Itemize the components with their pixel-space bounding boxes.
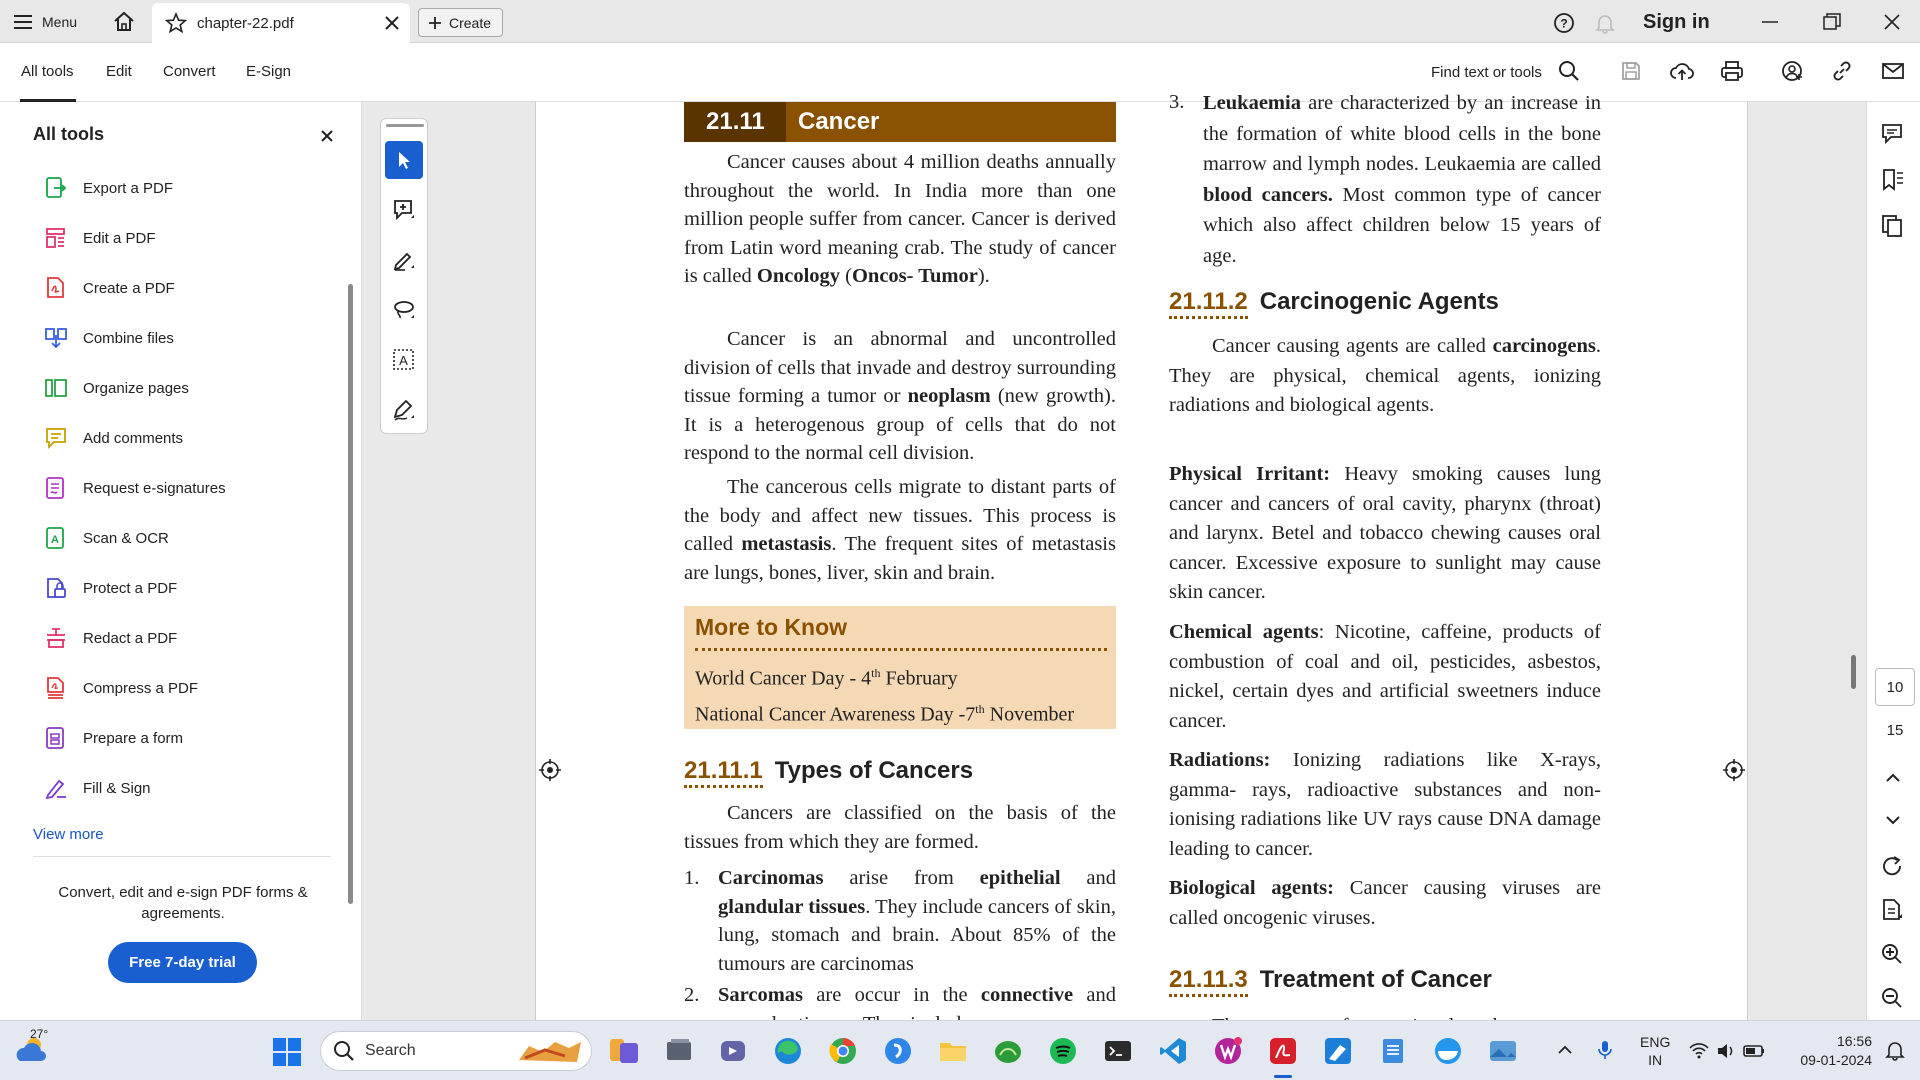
edit-pdf-icon <box>44 226 68 250</box>
svg-text:?: ? <box>1560 16 1568 31</box>
view-more-link[interactable]: View more <box>33 826 104 843</box>
tab-all-tools[interactable]: All tools <box>21 63 74 80</box>
help-icon[interactable] <box>1553 12 1575 34</box>
chevron-up-icon[interactable] <box>1556 1041 1574 1059</box>
chrome-browser-icon[interactable] <box>827 1035 859 1067</box>
drag-handle[interactable] <box>386 124 424 127</box>
tool-item-redact-pdf[interactable] <box>44 623 334 653</box>
vscode-icon[interactable] <box>1157 1035 1189 1067</box>
weather-app-icon[interactable] <box>882 1035 914 1067</box>
microphone-icon[interactable] <box>1596 1039 1614 1061</box>
text-box-icon <box>392 348 416 372</box>
menu-label: Menu <box>42 14 78 30</box>
paragraph-cancer-definition: Cancer is an abnormal and uncontrolled division of cells that invade and destroy surrounding tissue forming a tumor or neoplasm (new growth). It is a heterogenous group of cells that do not respond to the normal cell division. <box>684 328 1116 464</box>
tab-convert[interactable]: Convert <box>163 63 216 80</box>
document-scrollbar[interactable] <box>1851 655 1856 689</box>
tool-label: Request e-signatures <box>83 479 226 497</box>
find-text-or-tools[interactable]: Find text or tools <box>1431 64 1542 81</box>
input-language[interactable]: ENG IN <box>1640 1034 1671 1068</box>
tool-label: Organize pages <box>83 379 189 397</box>
highlight-tool[interactable] <box>385 241 423 279</box>
comments-panel-icon[interactable] <box>1880 122 1906 146</box>
docker-icon[interactable] <box>1432 1035 1464 1067</box>
spotify-icon[interactable] <box>1047 1035 1079 1067</box>
page-number-input[interactable]: 10 <box>1875 668 1915 706</box>
subheading-number: 21.11.1 <box>684 757 763 788</box>
page-thumbnails-icon[interactable] <box>1880 214 1906 238</box>
paragraph-biological-agents: Biological agents: Cancer causing viruses are called oncogenic viruses. <box>1169 877 1601 929</box>
clock[interactable] <box>1790 1032 1872 1070</box>
divider <box>33 856 331 857</box>
section-title: Cancer <box>798 108 880 135</box>
minimize-icon[interactable] <box>1760 12 1780 32</box>
photos-app-icon[interactable] <box>1487 1035 1519 1067</box>
tool-label: Export a PDF <box>83 179 174 197</box>
signature-pen-icon <box>392 398 416 422</box>
organize-pages-icon <box>44 376 68 400</box>
tool-item-prepare-form[interactable] <box>44 723 334 753</box>
tool-item-organize-pages[interactable] <box>44 373 334 403</box>
date: 09-01-2024 <box>1800 1052 1872 1068</box>
paragraph-types-intro: Cancers are classified on the basis of the tissues from which they are formed. <box>684 802 1116 853</box>
active-app-indicator <box>1274 1075 1292 1078</box>
tab-title: chapter-22.pdf <box>197 14 294 32</box>
tab-esign[interactable]: E-Sign <box>246 63 292 80</box>
quick-tools-bar <box>380 118 428 434</box>
panel-scrollbar[interactable] <box>348 284 353 904</box>
crosshair-icon <box>1722 758 1746 782</box>
home-icon <box>112 10 136 32</box>
tool-item-edit-pdf[interactable] <box>44 223 334 253</box>
dotted-divider <box>695 648 1107 651</box>
subheading-treatment-of-cancer <box>1169 966 1492 997</box>
export-pdf-icon <box>44 176 68 200</box>
document-tab[interactable] <box>152 3 410 43</box>
tool-label: Redact a PDF <box>83 629 178 647</box>
temperature: 27° <box>30 1027 49 1041</box>
acrobat-app-icon[interactable] <box>1267 1035 1299 1067</box>
teams-app-icon[interactable] <box>717 1035 749 1067</box>
more-to-know-title: More to Know <box>695 614 848 640</box>
more-line-national-awareness-day: National Cancer Awareness Day -7th November <box>695 702 1075 726</box>
compress-pdf-icon <box>44 676 68 700</box>
paragraph-chemical-agents: Chemical agents: Nicotine, caffeine, products of combustion of coal and oil, pesticides, asbestos, nickel, certain dyes and artificial sweetners induce cancer. <box>1169 621 1601 732</box>
create-button[interactable] <box>418 8 503 37</box>
search-icon <box>333 1040 355 1062</box>
windows-start-icon[interactable] <box>272 1037 302 1067</box>
more-to-know-box <box>684 606 1116 729</box>
zoom-in-icon[interactable] <box>1880 942 1906 966</box>
share-user-icon[interactable] <box>1781 60 1805 82</box>
fill-sign-icon <box>44 776 68 800</box>
tool-label: Prepare a form <box>83 729 184 747</box>
rotate-icon[interactable] <box>1880 854 1906 878</box>
right-rail <box>1866 102 1920 1020</box>
section-number: 21.11 <box>684 102 786 142</box>
pen-app-icon[interactable] <box>1212 1035 1244 1067</box>
add-comment-icon <box>392 198 416 222</box>
list-item-carcinomas: 1. Carcinomas arise from epithelial and glandular tissues. They include cancers of skin, lung, stomach and brain. About 85% of the tumours are carcinomas <box>684 867 1116 975</box>
notepad-icon[interactable] <box>1377 1035 1409 1067</box>
tool-label: Add comments <box>83 429 184 447</box>
combine-files-icon <box>44 326 68 350</box>
list-item-leukaemia: 3. Leukaemia are characterized by an increase in the formation of white blood cells in the bone marrow and lymph nodes. Leukaemia are called blood cancers. Most common type of cancer which also affect children below 15 years of age. <box>1169 91 1602 267</box>
tool-item-combine-files[interactable] <box>44 323 334 353</box>
tab-edit[interactable]: Edit <box>106 63 132 80</box>
pen-icon <box>392 248 416 272</box>
tool-item-create-pdf[interactable] <box>44 273 334 303</box>
draw-tool[interactable] <box>385 291 423 329</box>
create-label: Create <box>449 14 492 31</box>
close-tab-icon[interactable] <box>384 15 400 31</box>
tool-label: Edit a PDF <box>83 229 156 247</box>
save-icon[interactable] <box>1620 60 1642 82</box>
terminal-icon[interactable] <box>1102 1035 1134 1067</box>
scan-ocr-icon <box>44 526 68 550</box>
search-placeholder: Search <box>365 1042 416 1059</box>
document-properties-icon[interactable] <box>1880 898 1906 922</box>
subheading-title: Types of Cancers <box>774 757 974 784</box>
menu-button[interactable] <box>14 10 77 34</box>
text-tool[interactable] <box>385 341 423 379</box>
svg-text:A: A <box>51 534 59 546</box>
paragraph-radiations: Radiations: Ionizing radiations like X-rays, gamma- rays, radioactive substances and non-ionising radiations like UV rays cause DNA damage leading to cancer. <box>1169 749 1601 860</box>
tool-label: Compress a PDF <box>83 679 199 697</box>
pdf-page <box>535 91 1748 1020</box>
bookmarks-icon[interactable] <box>1880 168 1906 192</box>
subheading-number: 21.11.3 <box>1169 966 1248 997</box>
restore-icon[interactable] <box>1822 12 1842 32</box>
paragraph-metastasis: The cancerous cells migrate to distant parts of the body and affect new tissues. This process is called metastasis. The frequent sites of metastasis are lungs, bones, liver, skin and brain. <box>684 476 1116 584</box>
previous-page-icon[interactable] <box>1880 768 1906 788</box>
android-studio-icon[interactable] <box>992 1035 1024 1067</box>
hamburger-icon <box>14 15 32 29</box>
paragraph-carcinogens: Cancer causing agents are called carcinogens. They are physical, chemical agents, ionizing radiations and biological agents. <box>1169 335 1601 416</box>
add-comments-icon <box>44 426 68 450</box>
home-button[interactable] <box>112 10 138 34</box>
file-explorer-icon[interactable] <box>937 1035 969 1067</box>
promo-text: Convert, edit and e-sign PDF forms & agreements. <box>58 884 308 922</box>
tool-item-protect-pdf[interactable] <box>44 573 334 603</box>
subheading-types-of-cancers <box>684 757 973 788</box>
free-trial-button[interactable]: Free 7-day trial <box>108 942 257 983</box>
wifi-volume-battery-icon[interactable] <box>1688 1041 1768 1061</box>
all-tools-panel <box>0 102 362 1020</box>
lasso-icon <box>392 298 416 322</box>
windows-taskbar <box>0 1020 1920 1080</box>
tool-item-add-comments[interactable] <box>44 423 334 453</box>
widgets-app-icon[interactable] <box>608 1035 640 1067</box>
sign-in-link[interactable]: Sign in <box>1643 11 1710 33</box>
list-item-sarcomas: 2. Sarcomas are occur in the connective and <box>684 984 1116 1006</box>
email-icon[interactable] <box>1881 60 1905 82</box>
print-icon[interactable] <box>1720 60 1744 82</box>
page-total: 15 <box>1886 722 1904 739</box>
notification-bell-icon[interactable] <box>1594 12 1616 34</box>
select-tool[interactable] <box>385 141 423 179</box>
tool-item-export-pdf[interactable] <box>44 173 334 203</box>
next-page-icon[interactable] <box>1880 810 1906 830</box>
subheading-number: 21.11.2 <box>1169 288 1248 319</box>
tool-item-scan-ocr[interactable] <box>44 523 334 553</box>
tool-label: Fill & Sign <box>83 779 151 797</box>
tool-label: Protect a PDF <box>83 579 178 597</box>
request-esign-icon <box>44 476 68 500</box>
zoom-out-icon[interactable] <box>1880 986 1906 1010</box>
tool-label: Scan & OCR <box>83 529 169 547</box>
cursor-icon <box>393 149 415 171</box>
tool-item-compress-pdf[interactable] <box>44 673 334 703</box>
close-panel-icon[interactable] <box>320 129 334 143</box>
star-icon[interactable] <box>165 12 187 34</box>
title-bar <box>0 0 1920 43</box>
edge-browser-icon[interactable] <box>772 1035 804 1067</box>
time: 16:56 <box>1836 1033 1872 1049</box>
subheading-title: Treatment of Cancer <box>1259 966 1492 993</box>
subheading-carcinogenic-agents <box>1169 288 1499 319</box>
tool-label: Combine files <box>83 329 174 347</box>
panel-title: All tools <box>33 124 104 144</box>
comment-tool[interactable] <box>385 191 423 229</box>
paragraph-physical-irritant: Physical Irritant: Heavy smoking causes lung cancer and cancers of oral cavity, pharynx (throat) and larynx. Betel and tobacco chewing causes oral cancer. Excessive exposure to sunlight may cause skin cancer. <box>1169 463 1601 603</box>
upload-cloud-icon[interactable] <box>1670 60 1694 82</box>
task-view-icon[interactable] <box>663 1035 695 1067</box>
svg-text:A: A <box>399 353 408 368</box>
tool-label: Create a PDF <box>83 279 175 297</box>
link-icon[interactable] <box>1831 60 1853 82</box>
tool-item-request-esign[interactable] <box>44 473 334 503</box>
search-highlight-icon <box>515 1036 585 1066</box>
more-line-world-cancer-day: World Cancer Day - 4th February <box>695 666 958 690</box>
main-toolbar <box>0 43 1920 102</box>
search-icon[interactable] <box>1558 60 1580 82</box>
paint-app-icon[interactable] <box>1322 1035 1354 1067</box>
close-window-icon[interactable] <box>1882 12 1902 32</box>
sign-tool[interactable] <box>385 391 423 429</box>
plus-icon <box>429 17 441 29</box>
paragraph-cancer-intro: Cancer causes about 4 million deaths annually throughout the world. In India more than one million people suffer from cancer. Cancer is derived from Latin word meaning crab. The study of cancer is called Oncology (Oncos- Tumor). <box>684 151 1116 287</box>
subheading-title: Carcinogenic Agents <box>1259 288 1499 315</box>
crosshair-icon <box>538 758 562 782</box>
notification-bell-icon[interactable] <box>1884 1039 1906 1061</box>
section-header <box>684 102 1116 142</box>
tool-item-fill-sign[interactable] <box>44 773 334 803</box>
taskbar-search[interactable] <box>320 1031 592 1071</box>
prepare-form-icon <box>44 726 68 750</box>
protect-pdf-icon <box>44 576 68 600</box>
redact-pdf-icon <box>44 626 68 650</box>
create-pdf-icon <box>44 276 68 300</box>
